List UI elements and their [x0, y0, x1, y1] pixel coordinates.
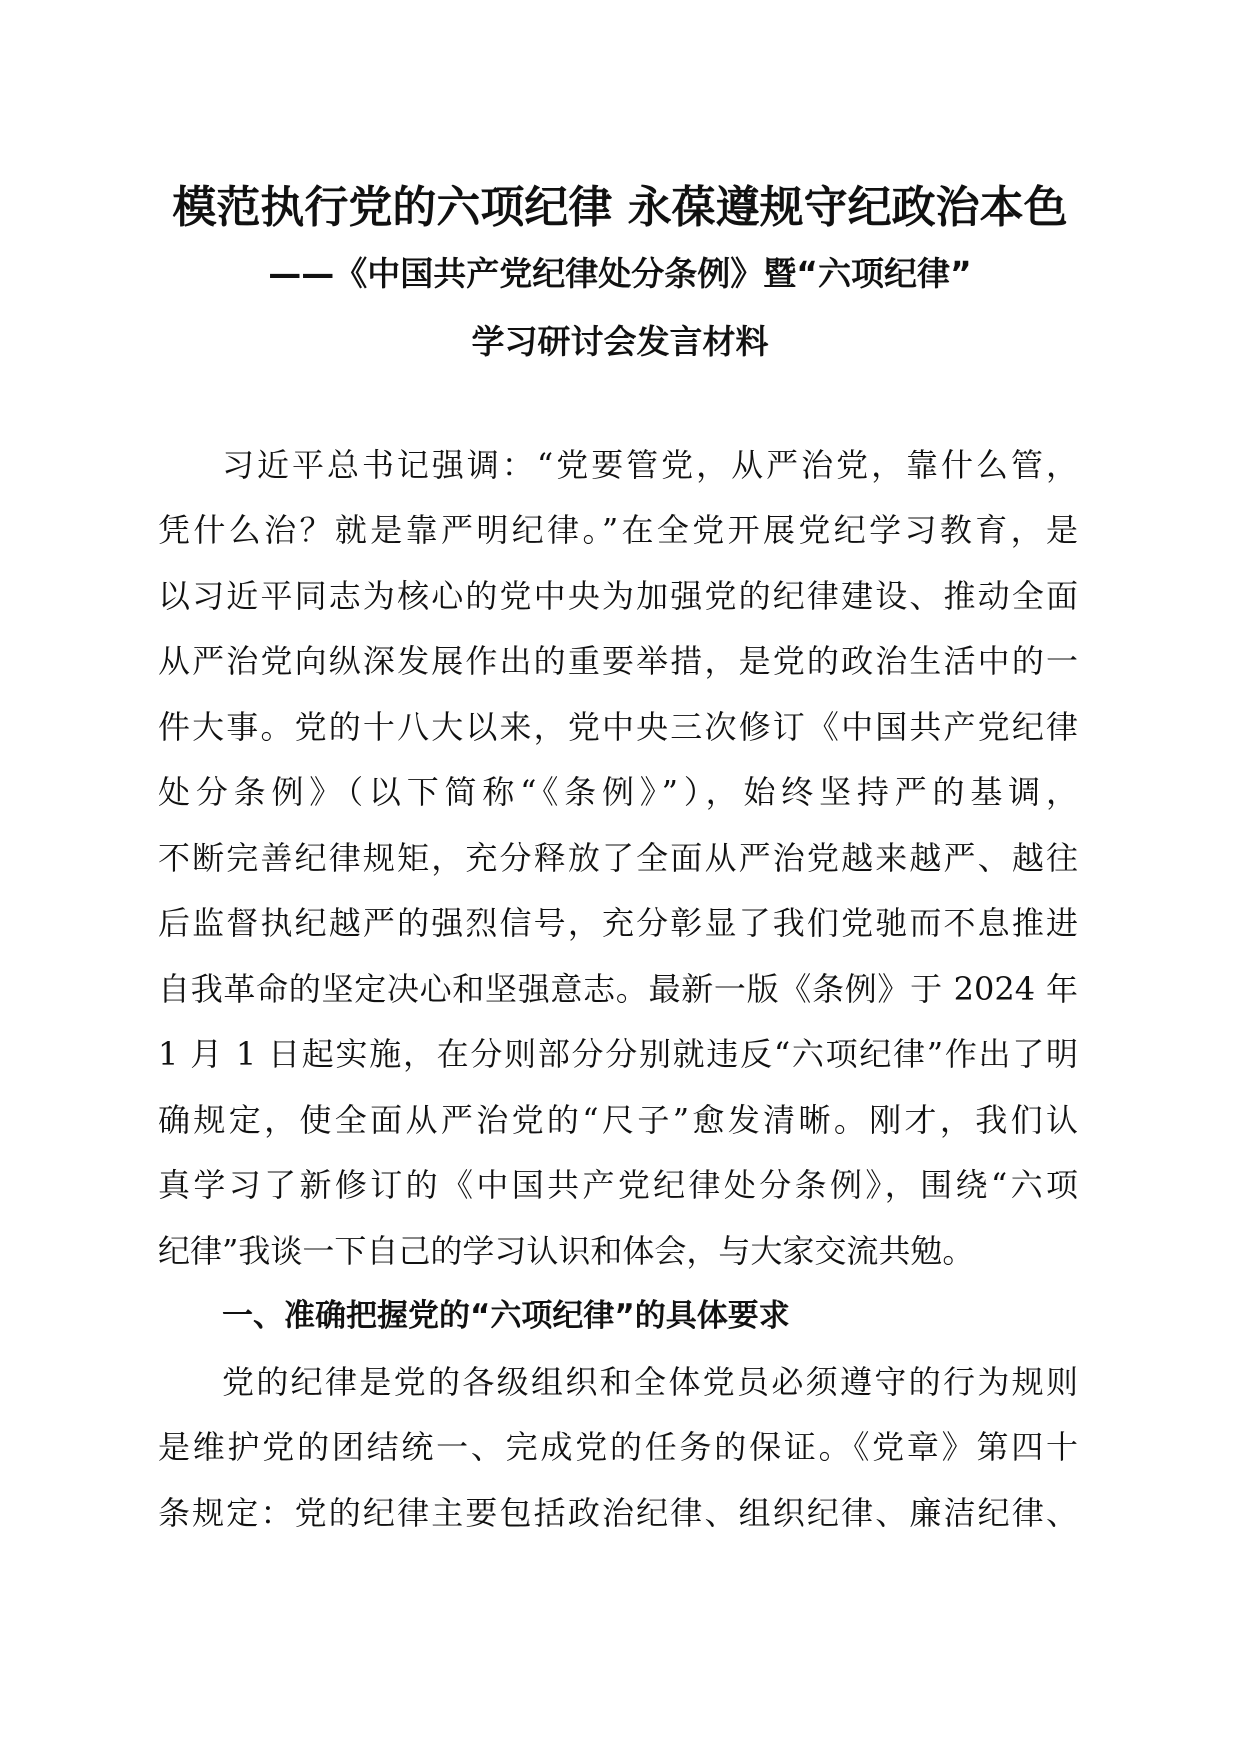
- paragraph-1-line: 确规定，使全面从严治党的“尺子”愈发清晰。刚才，我们认: [158, 1101, 1078, 1139]
- paragraph-1-line: 后监督执纪越严的强烈信号，充分彰显了我们党驰而不息推进: [158, 904, 1078, 942]
- paragraph-1-line: 习近平总书记强调：“党要管党，从严治党，靠什么管，: [222, 446, 1078, 484]
- paragraph-1-line: 处分条例》（以下简称“《条例》”），始终坚持严的基调，: [158, 773, 1078, 811]
- paragraph-1-line: 从严治党向纵深发展作出的重要举措，是党的政治生活中的一: [158, 642, 1078, 680]
- document-subtitle-line-2: 学习研讨会发言材料: [471, 322, 769, 361]
- paragraph-1-line: 真学习了新修订的《中国共产党纪律处分条例》，围绕“六项: [158, 1166, 1078, 1204]
- section-heading: 一、准确把握党的“六项纪律”的具体要求: [222, 1298, 790, 1334]
- paragraph-1-line: 件大事。党的十八大以来，党中央三次修订《中国共产党纪律: [158, 708, 1078, 746]
- paragraph-1-line: 以习近平同志为核心的党中央为加强党的纪律建设、推动全面: [158, 577, 1078, 615]
- document-subtitle-line-1: ——《中国共产党纪律处分条例》暨“六项纪律”: [268, 254, 972, 293]
- paragraph-1-line: 纪律”我谈一下自己的学习认识和体会，与大家交流共勉。: [158, 1232, 975, 1270]
- paragraph-1-line: 不断完善纪律规矩，充分释放了全面从严治党越来越严、越往: [158, 839, 1078, 877]
- paragraph-1-line: 凭什么治？就是靠严明纪律。”在全党开展党纪学习教育，是: [158, 511, 1078, 549]
- paragraph-1-line: 自我革命的坚定决心和坚强意志。最新一版《条例》于 2024 年: [158, 970, 1078, 1008]
- paragraph-2-line: 条规定：党的纪律主要包括政治纪律、组织纪律、廉洁纪律、: [158, 1494, 1078, 1532]
- paragraph-2-line: 党的纪律是党的各级组织和全体党员必须遵守的行为规则: [222, 1363, 1078, 1401]
- paragraph-2-line: 是维护党的团结统一、完成党的任务的保证。《党章》第四十: [158, 1428, 1078, 1466]
- document-title: 模范执行党的六项纪律 永葆遵规守纪政治本色: [172, 182, 1068, 233]
- paragraph-1-line: 1 月 1 日起实施，在分则部分分别就违反“六项纪律”作出了明: [158, 1035, 1078, 1073]
